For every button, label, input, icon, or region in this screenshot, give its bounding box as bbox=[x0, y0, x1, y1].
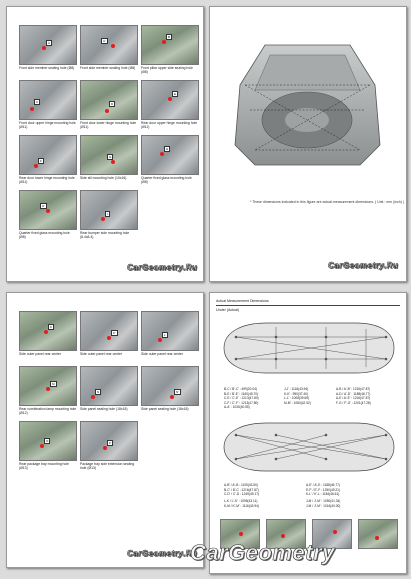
title-rule bbox=[216, 305, 400, 306]
photo-cell bbox=[141, 25, 199, 80]
photo-cell bbox=[80, 421, 138, 476]
photo-cell bbox=[80, 190, 138, 245]
measurement-item: C-E / C'-E' : 1213(47.80) bbox=[224, 396, 259, 401]
photo-caption: Front door lower hinge mounting hole (Ø11) bbox=[80, 121, 137, 129]
measurement-item: J-M / J'-M' : 1050(41.34) bbox=[306, 499, 341, 503]
watermark-logo: CarGeometry.Ru bbox=[127, 549, 198, 558]
page-side-body-holes-2 bbox=[6, 292, 204, 568]
photo-cell bbox=[141, 135, 199, 190]
photo-caption: Rear door upper hinge mounting hole (Ø11) bbox=[141, 121, 198, 129]
measurement-list-extra bbox=[224, 499, 259, 508]
page-title: Actual Measurement Dimensions bbox=[216, 299, 269, 303]
photo-quarter-glass: H' bbox=[19, 190, 77, 230]
measurement-list-top-mid bbox=[284, 387, 311, 405]
photo-front-door-upper-hinge: C bbox=[19, 80, 77, 120]
photo-caption: Rear door lower hinge mounting hole (Ø11) bbox=[19, 176, 75, 184]
photo-caption: Side outer panel rear center bbox=[80, 352, 123, 356]
photo-caption: Quarter fixed glass mounting hole (Ø8) bbox=[19, 231, 70, 239]
photo-caption: Front pillar upper side sealing hole (Ø8) bbox=[141, 66, 193, 74]
photo-caption: Front side member sealing hole (Ø8) bbox=[19, 66, 75, 70]
photo-cell bbox=[19, 80, 77, 135]
underbody-diagram-bottom bbox=[216, 417, 400, 477]
measurement-item: A-E' / A'-E : 1188(46.77) bbox=[306, 483, 340, 487]
measurement-item: C-D' / C'-D : 1249(49.17) bbox=[224, 492, 260, 497]
photo-cell bbox=[80, 80, 138, 135]
photo-quarter-glass: H bbox=[141, 135, 199, 175]
measurement-item: K-K' : 950(37.40) bbox=[284, 391, 308, 396]
photo-cell bbox=[80, 366, 138, 421]
photo-cell bbox=[141, 366, 199, 421]
measurement-item: A-B / A'-B' : 1216(47.87) bbox=[336, 387, 371, 391]
measurement-item: K-L' / K'-L : 1184(46.61) bbox=[306, 492, 340, 497]
measurement-item: E-F' / E'-F : 1250(49.21) bbox=[306, 487, 340, 492]
photo-grid bbox=[19, 311, 199, 476]
measurement-item: F-G / F'-G' : 1201(47.28) bbox=[336, 400, 371, 405]
measurement-list-bottom-right bbox=[306, 483, 340, 497]
photo-front-side-member: A' bbox=[80, 25, 138, 65]
photo-cell bbox=[19, 135, 77, 190]
measurement-item: A-B' / A'-B : 1105(43.50) bbox=[224, 483, 258, 487]
photo-side-panel-sealing: N bbox=[80, 366, 138, 406]
watermark-logo: CarGeometry.Ru bbox=[127, 263, 198, 272]
photo-rear-door-upper-hinge: E bbox=[141, 80, 199, 120]
photo-side-outer-panel: K bbox=[19, 311, 77, 351]
photo-package-tray-extension: P bbox=[80, 421, 138, 461]
measurement-item: A-D / A'-D' : 1188(46.77) bbox=[336, 391, 371, 396]
photo-cell bbox=[19, 25, 77, 80]
photo-caption: Rear bumper side mounting hole (8.4x8.4) bbox=[80, 231, 130, 239]
measurement-item: M-M' : 1080(42.52) bbox=[284, 400, 311, 405]
measurement-item: B-E / B'-E' : 1160(45.70) bbox=[224, 391, 259, 396]
measurement-item: J-J' : 1116(43.94) bbox=[284, 387, 309, 391]
photo-side-outer-panel: K' bbox=[80, 311, 138, 351]
photo-caption: Side outer panel rear center bbox=[19, 352, 62, 356]
measurement-item: C-F / C'-F' : 1213(47.80) bbox=[224, 400, 259, 405]
measurement-note: * These dimensions indicated in this figure are actual-measurement dimensions. ( Unit : mm (inch) ) bbox=[250, 200, 404, 204]
photo-cell bbox=[19, 190, 77, 245]
photo-caption: Side panel sealing hole (18x18) bbox=[80, 407, 128, 411]
page-subtitle: Under (Actual) bbox=[216, 308, 240, 312]
measurement-item: J-M / J'-M' : 1016(40.00) bbox=[306, 503, 341, 508]
rear-body-drawing bbox=[210, 15, 406, 185]
photo-cell bbox=[19, 421, 77, 476]
photo-side-outer-panel: L bbox=[141, 311, 199, 351]
photo-caption: Side panel sealing hole (18x18) bbox=[141, 407, 189, 411]
photo-cell bbox=[80, 135, 138, 190]
measurement-item: A-E / A'-E' : 1216(47.87) bbox=[336, 396, 371, 401]
photo-caption: Rear combination lamp mounting hole (Ø12) bbox=[19, 407, 77, 415]
photo-front-door-lower-hinge: D bbox=[80, 80, 138, 120]
page-underbody-dimensions bbox=[190, 292, 407, 574]
measurement-item: K-M / K'-M' : 1116(43.94) bbox=[224, 503, 259, 508]
photo-caption: Rear package tray mounting hole (Ø13) bbox=[19, 462, 69, 470]
watermark-logo: CarGeometry bbox=[190, 540, 335, 565]
measurement-item: A-A' : 1030(40.55) bbox=[224, 405, 250, 410]
measurement-list-top-right bbox=[336, 387, 371, 405]
photo-underbody-point bbox=[358, 519, 398, 549]
photo-rear-combination-lamp: M bbox=[19, 366, 77, 406]
photo-side-panel-sealing: N' bbox=[141, 366, 199, 406]
photo-cell bbox=[19, 366, 77, 421]
photo-rear-package-tray: O bbox=[19, 421, 77, 461]
photo-cell bbox=[19, 311, 77, 366]
photo-cell bbox=[80, 25, 138, 80]
photo-front-side-member: A bbox=[19, 25, 77, 65]
photo-caption: Package tray side extension sealing hole (Ø13) bbox=[80, 462, 135, 470]
page-side-body-holes-1 bbox=[6, 6, 204, 282]
measurement-list-bottom bbox=[224, 483, 259, 497]
photo-rear-bumper-side: I bbox=[80, 190, 138, 230]
measurement-item: B-C / B'-C' : 499(20.04) bbox=[224, 387, 257, 391]
photo-caption: Side outer panel rear center bbox=[141, 352, 184, 356]
photo-caption: Quarter fixed glass mounting hole (Ø8) bbox=[141, 176, 192, 184]
measurement-item: L-K / L'-K' : 1095(43.11) bbox=[224, 499, 258, 503]
watermark-logo: CarGeometry.Ru bbox=[328, 261, 399, 270]
photo-side-sill: G bbox=[80, 135, 138, 175]
photo-caption: Front door upper hinge mounting hole (Ø11) bbox=[19, 121, 76, 129]
measurement-list-top bbox=[224, 387, 259, 410]
photo-caption: Front side member sealing hole (Ø8) bbox=[80, 66, 136, 70]
photo-cell bbox=[141, 80, 199, 135]
photo-rear-door-lower-hinge: F bbox=[19, 135, 77, 175]
measurement-list-extra-right bbox=[306, 499, 340, 508]
underbody-diagram-top bbox=[216, 317, 400, 379]
measurement-item: B-C' / B'-C : 1216(47.87) bbox=[224, 487, 259, 492]
photo-cell bbox=[141, 311, 199, 366]
measurement-item: L-L' : 1008(39.69) bbox=[284, 396, 310, 401]
photo-grid bbox=[19, 25, 199, 245]
page-rear-body-dimensions bbox=[209, 6, 407, 282]
photo-front-pillar: B bbox=[141, 25, 199, 65]
photo-caption: Side sill mounting hole (10x16) bbox=[80, 176, 127, 180]
photo-cell bbox=[80, 311, 138, 366]
